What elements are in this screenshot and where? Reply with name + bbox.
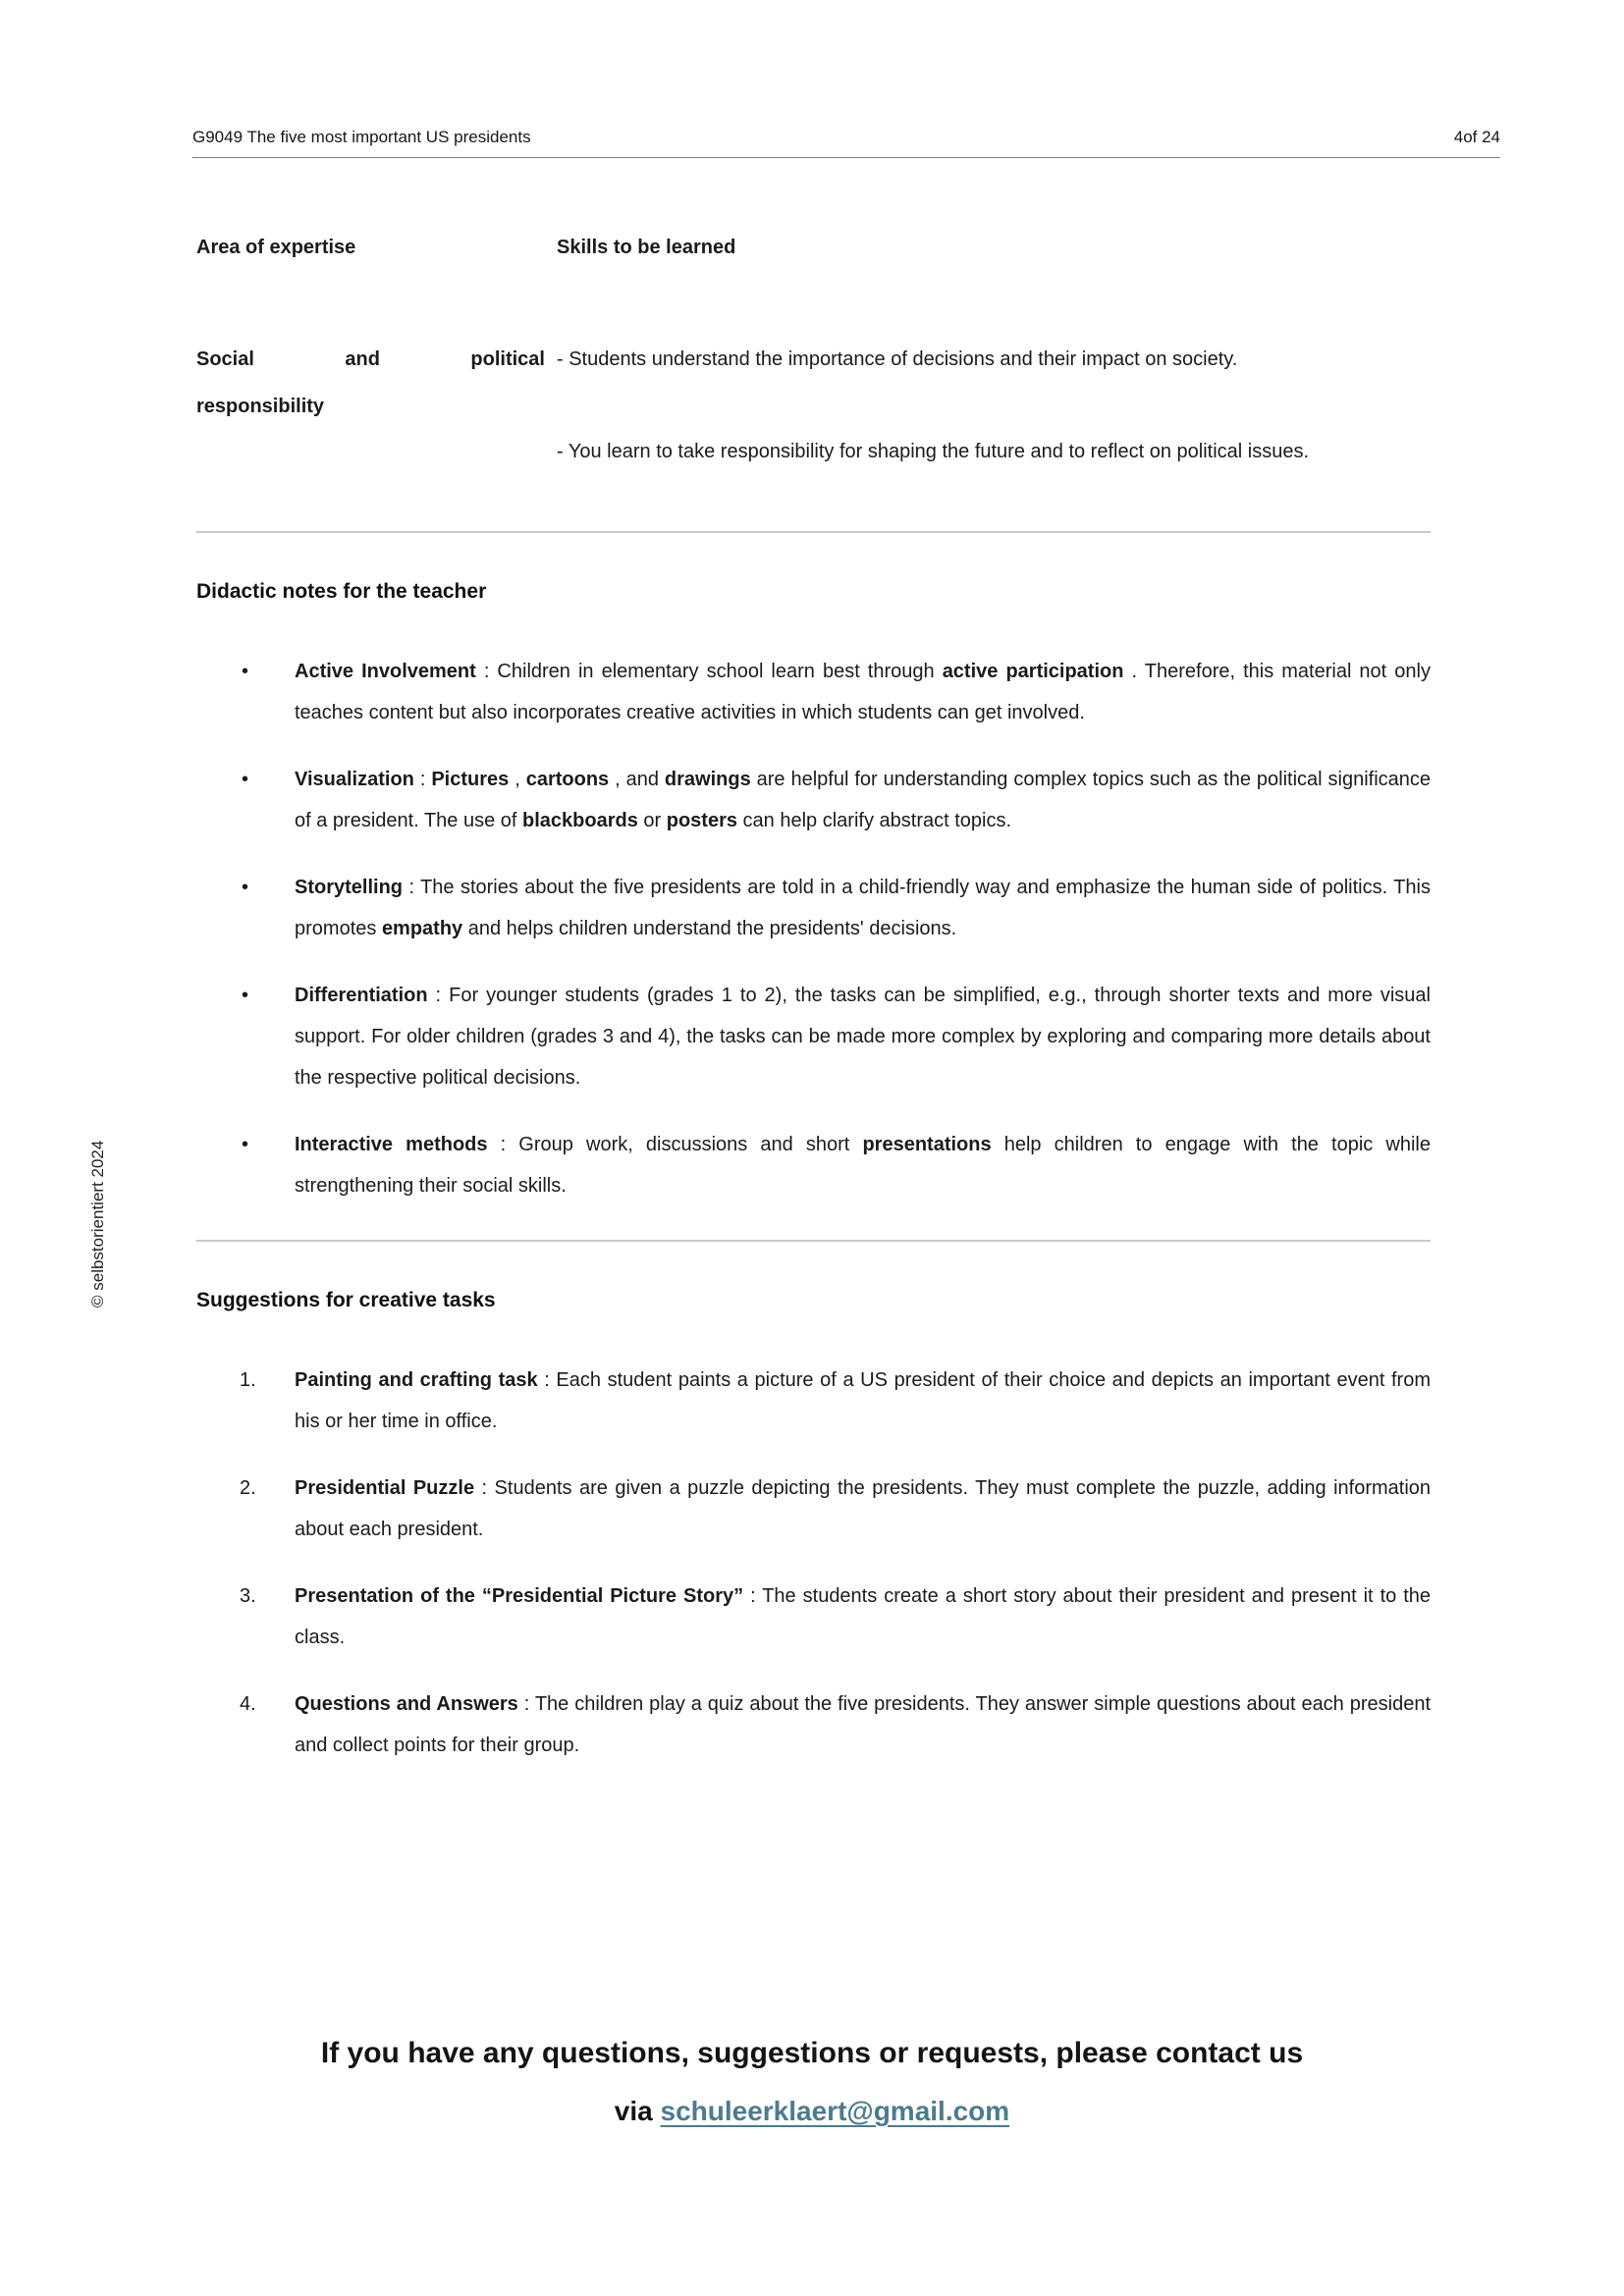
creative-tasks-list — [196, 1360, 1431, 1766]
didactic-bullet-list — [196, 651, 1431, 1206]
copyright-vertical-label: © selbstorientiert 2024 — [88, 1140, 107, 1308]
didactic-bullet: • Interactive methods : Group work, discussions and short presentations help children to engage with the topic while strengthening their social skills. — [196, 1124, 1431, 1206]
column-header-skills: Skills to be learned — [557, 237, 736, 258]
contact-via-line — [0, 2096, 1624, 2127]
column-header-area-of-expertise: Area of expertise — [196, 237, 356, 258]
page-header — [192, 128, 1500, 158]
section-divider — [196, 531, 1431, 533]
task-item: Questions and Answers : The children play a quiz about the five presidents. They answer simple questions about each president and collect points for their group. — [295, 1693, 1431, 1756]
didactic-bullet: • Storytelling : The stories about the five presidents are told in a child-friendly way and emphasize the human side of politics. This promotes empathy and helps children understand the presidents' decisions. — [196, 867, 1431, 949]
didactic-notes-heading: Didactic notes for the teacher — [196, 580, 487, 603]
contact-message-line: If you have any questions, suggestions or requests, please contact us — [320, 2037, 1304, 2069]
contact-footer — [0, 2037, 1624, 2127]
contact-email-link[interactable]: schuleerklaert@gmail.com — [660, 2096, 1010, 2126]
header-title: G9049 The five most important US presidents — [192, 128, 531, 146]
area-cell-line1 — [196, 336, 545, 383]
document-content — [196, 236, 1431, 1791]
skills-table — [196, 236, 1431, 475]
creative-tasks-heading: Suggestions for creative tasks — [196, 1289, 496, 1311]
via-label: via — [614, 2096, 661, 2126]
area-word: political — [470, 348, 545, 370]
task-item: Presidential Puzzle : Students are given a puzzle depicting the presidents. They must complete the puzzle, adding information about each president. — [295, 1477, 1432, 1540]
section-divider — [196, 1240, 1431, 1242]
skill-point: - You learn to take responsibility for shaping the future and to reflect on political issues. — [557, 441, 1310, 462]
skill-point: - Students understand the importance of decisions and their impact on society. — [557, 348, 1238, 370]
area-of-expertise-cell — [196, 336, 545, 475]
skills-cell — [557, 336, 1431, 475]
area-word: Social — [196, 348, 254, 370]
header-page-number: 4of 24 — [1453, 128, 1500, 146]
task-item: Presentation of the “Presidential Picture Story” : The students create a short story about their president and present it to the class. — [295, 1585, 1432, 1648]
didactic-bullet: • Active Involvement : Children in elementary school learn best through active participation . Therefore, this material not only teaches content but also incorporates creative activities in which students can get involved. — [196, 651, 1431, 733]
task-item: Painting and crafting task : Each student paints a picture of a US president of their choice and depicts an important event from his or her time in office. — [295, 1369, 1431, 1432]
area-cell-line2: responsibility — [196, 396, 325, 417]
didactic-bullet: • Differentiation : For younger students (grades 1 to 2), the tasks can be simplified, e.g., through shorter texts and more visual support. For older children (grades 3 and 4), the tasks can be made more complex by exploring and comparing more details about the respective political decisions. — [196, 975, 1431, 1098]
didactic-bullet: • Visualization : Pictures , cartoons , and drawings are helpful for understanding complex topics such as the political significance of a president. The use of blackboards or posters can help clarify abstract topics. — [196, 759, 1431, 841]
area-word: and — [345, 348, 380, 370]
